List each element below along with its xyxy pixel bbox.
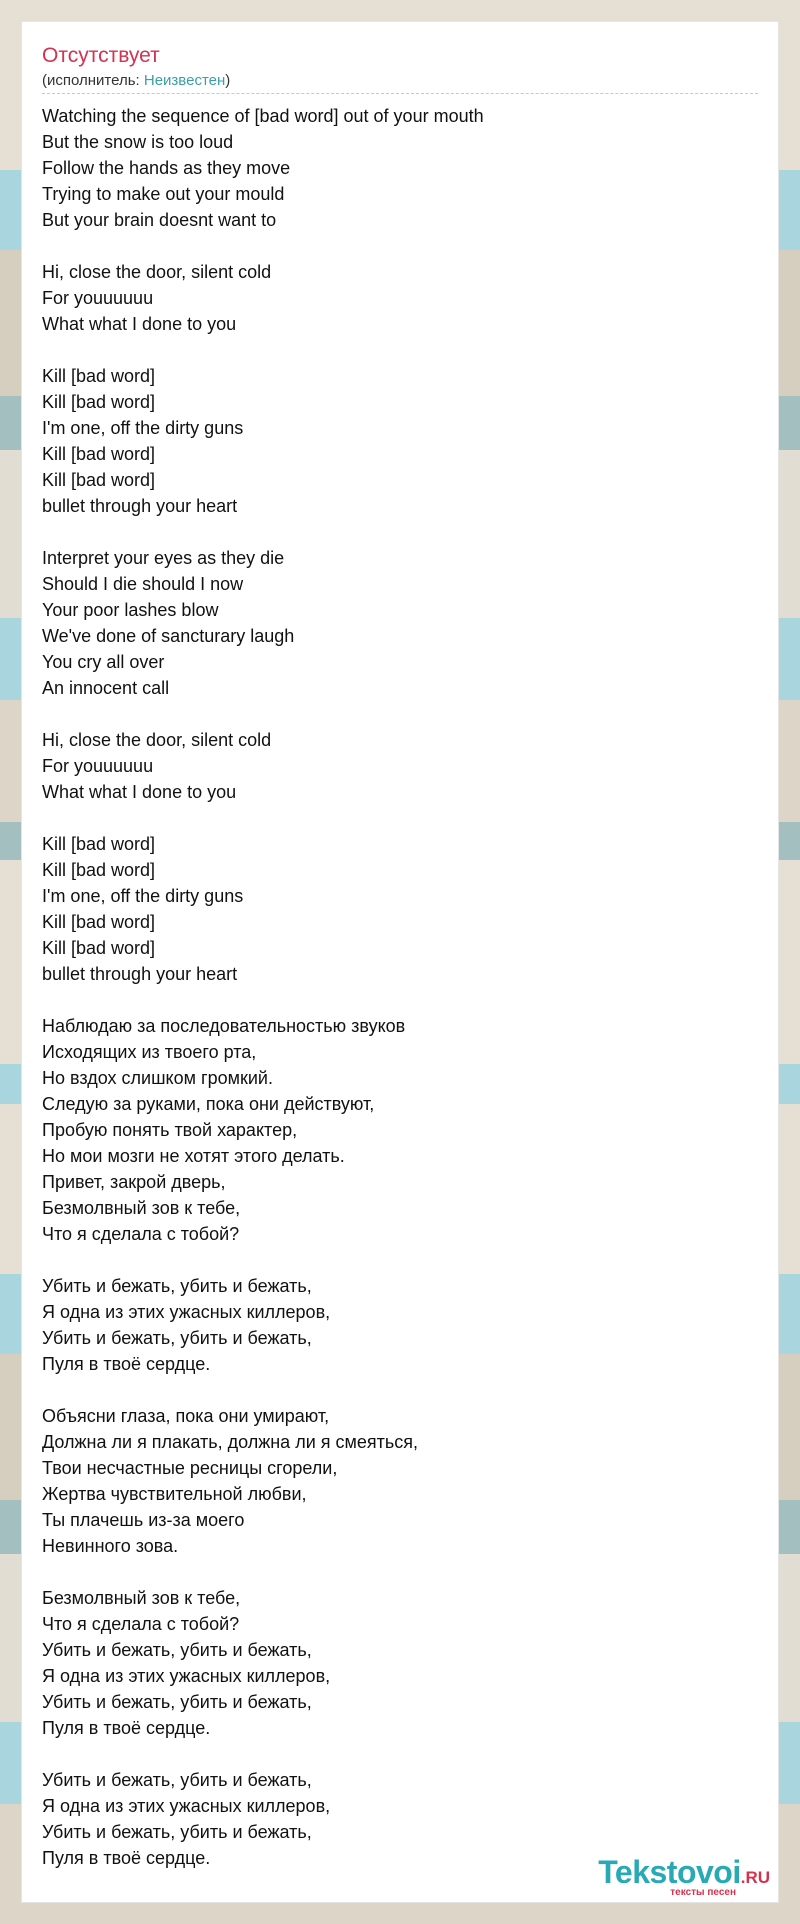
lyric-line: I'm one, off the dirty guns	[42, 418, 244, 438]
lyric-line: Я одна из этих ужасных киллеров,	[42, 1796, 331, 1816]
lyric-line: For youuuuuu	[42, 756, 154, 776]
header-divider	[42, 93, 758, 94]
lyric-line: Что я сделала с тобой?	[42, 1614, 240, 1634]
song-title: Отсутствует	[42, 44, 160, 67]
lyric-line: Kill [bad word]	[42, 860, 156, 880]
lyric-line: bullet through your heart	[42, 496, 238, 516]
lyric-line: Kill [bad word]	[42, 834, 156, 854]
lyric-line: Пуля в твоё сердце.	[42, 1718, 211, 1738]
lyric-line: Объясни глаза, пока они умирают,	[42, 1406, 330, 1426]
logo-tld: .RU	[740, 1868, 770, 1887]
byline-suffix: )	[225, 72, 231, 89]
lyric-line: Исходящих из твоего рта,	[42, 1042, 257, 1062]
site-logo[interactable]	[598, 1854, 770, 1898]
lyric-line: Trying to make out your mould	[42, 184, 285, 204]
lyric-line: Пуля в твоё сердце.	[42, 1848, 211, 1868]
lyric-line	[42, 987, 742, 1013]
lyric-line: Follow the hands as they move	[42, 158, 291, 178]
lyric-line: Но мои мозги не хотят этого делать.	[42, 1146, 345, 1166]
lyrics-text	[42, 103, 742, 1871]
lyric-line	[42, 1247, 742, 1273]
lyric-line: bullet through your heart	[42, 964, 238, 984]
lyric-line: Kill [bad word]	[42, 444, 156, 464]
lyric-line: Убить и бежать, убить и бежать,	[42, 1822, 312, 1842]
lyric-line: Должна ли я плакать, должна ли я смеяться,	[42, 1432, 419, 1452]
lyric-line: We've done of sancturary laugh	[42, 626, 295, 646]
lyric-line: Убить и бежать, убить и бежать,	[42, 1328, 312, 1348]
lyric-line: Should I die should I now	[42, 574, 244, 594]
lyric-line: What what I done to you	[42, 782, 237, 802]
lyric-line: For youuuuuu	[42, 288, 154, 308]
lyric-line: But the snow is too loud	[42, 132, 234, 152]
lyrics-card	[22, 22, 778, 1902]
lyric-line: But your brain doesnt want to	[42, 210, 277, 230]
lyric-line: Убить и бежать, убить и бежать,	[42, 1770, 312, 1790]
lyric-line: Что я сделала с тобой?	[42, 1224, 240, 1244]
lyric-line: Наблюдаю за последовательностью звуков	[42, 1016, 406, 1036]
lyric-line: Kill [bad word]	[42, 470, 156, 490]
lyric-line: Пробую понять твой характер,	[42, 1120, 298, 1140]
lyric-line	[42, 1559, 742, 1585]
lyric-line: Привет, закрой дверь,	[42, 1172, 226, 1192]
artist-link[interactable]: Неизвестен	[143, 72, 226, 89]
lyric-line	[42, 519, 742, 545]
lyric-line: I'm one, off the dirty guns	[42, 886, 244, 906]
lyric-line: Your poor lashes blow	[42, 600, 219, 620]
lyric-line: Убить и бежать, убить и бежать,	[42, 1640, 312, 1660]
lyric-line: Убить и бежать, убить и бежать,	[42, 1692, 312, 1712]
lyric-line: Я одна из этих ужасных киллеров,	[42, 1666, 331, 1686]
lyric-line: Kill [bad word]	[42, 366, 156, 386]
lyric-line: Безмолвный зов к тебе,	[42, 1588, 241, 1608]
artist-byline	[42, 72, 230, 89]
lyric-line: An innocent call	[42, 678, 170, 698]
lyric-line: Kill [bad word]	[42, 392, 156, 412]
byline-prefix: (исполнитель:	[42, 72, 144, 89]
logo-tagline: тексты песен	[670, 1887, 736, 1898]
lyric-line	[42, 337, 742, 363]
lyric-line: Следую за руками, пока они действуют,	[42, 1094, 375, 1114]
lyric-line: Жертва чувствительной любви,	[42, 1484, 307, 1504]
lyric-line	[42, 805, 742, 831]
lyric-line: Watching the sequence of [bad word] out of your mouth	[42, 106, 484, 126]
lyric-line: Я одна из этих ужасных киллеров,	[42, 1302, 331, 1322]
lyric-line: Hi, close the door, silent cold	[42, 262, 272, 282]
lyric-line	[42, 233, 742, 259]
lyric-line: Но вздох слишком громкий.	[42, 1068, 273, 1088]
lyric-line	[42, 1741, 742, 1767]
logo-name: Tekstovoi	[598, 1854, 741, 1890]
lyric-line: Kill [bad word]	[42, 912, 156, 932]
lyric-line: Безмолвный зов к тебе,	[42, 1198, 241, 1218]
lyric-line	[42, 701, 742, 727]
lyric-line: Невинного зова.	[42, 1536, 179, 1556]
lyric-line: Interpret your eyes as they die	[42, 548, 285, 568]
lyric-line: What what I done to you	[42, 314, 237, 334]
lyric-line: Пуля в твоё сердце.	[42, 1354, 211, 1374]
lyric-line: You cry all over	[42, 652, 165, 672]
lyric-line: Ты плачешь из-за моего	[42, 1510, 245, 1530]
lyric-line: Kill [bad word]	[42, 938, 156, 958]
lyric-line: Твои несчастные ресницы сгорели,	[42, 1458, 338, 1478]
lyric-line: Убить и бежать, убить и бежать,	[42, 1276, 312, 1296]
lyric-line	[42, 1377, 742, 1403]
lyric-line: Hi, close the door, silent cold	[42, 730, 272, 750]
